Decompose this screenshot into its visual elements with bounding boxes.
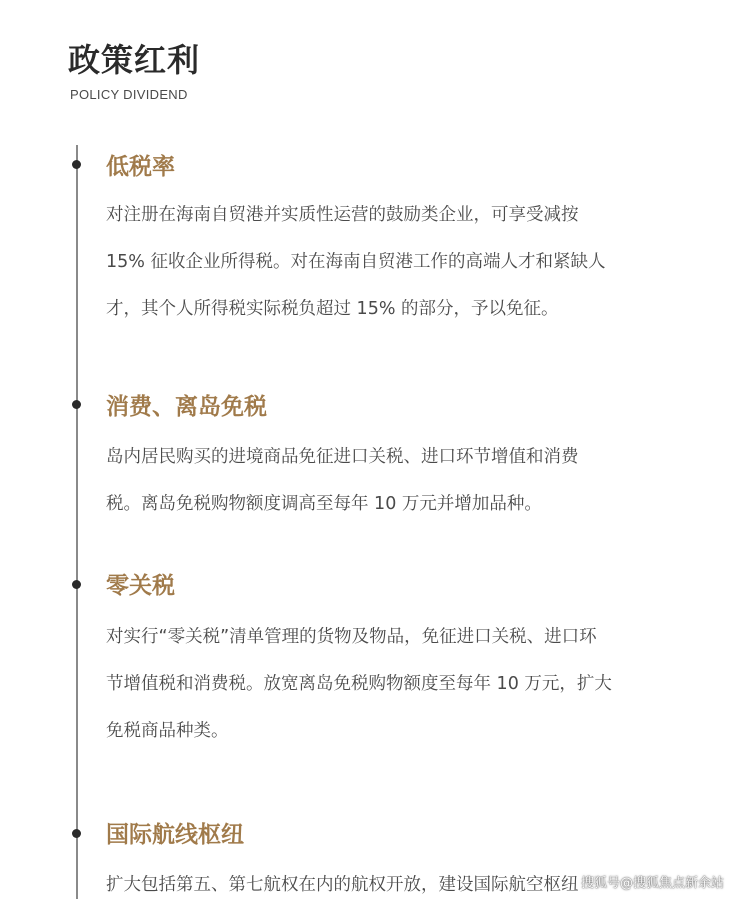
timeline-dot	[72, 829, 81, 838]
body-line: 15% 征收企业所得税。对在海南自贸港工作的高端人才和紧缺人	[106, 252, 606, 272]
page-subtitle: POLICY DIVIDEND	[70, 87, 188, 102]
body-line: 才，其个人所得税实际税负超过 15% 的部分，予以免征。	[106, 299, 559, 319]
body-line: 节增值税和消费税。放宽离岛免税购物额度至每年 10 万元，扩大	[106, 674, 612, 694]
timeline-line	[76, 145, 78, 899]
body-line: 对实行“零关税”清单管理的货物及物品，免征进口关税、进口环	[106, 627, 597, 647]
body-line: 岛内居民购买的进境商品免征进口关税、进口环节增值和消费	[106, 447, 579, 467]
body-line: 税。离岛免税购物额度调高至每年 10 万元并增加品种。	[106, 494, 542, 514]
section-body-zero-tariff	[106, 614, 686, 755]
section-title-zero-tariff: 零关税	[106, 573, 175, 599]
section-body-duty-free	[106, 434, 686, 528]
watermark: 搜狐号@搜狐焦点新余站	[580, 876, 724, 891]
timeline-dot	[72, 160, 81, 169]
timeline-dot	[72, 580, 81, 589]
section-title-aviation-hub: 国际航线枢纽	[106, 822, 244, 848]
body-line: 扩大包括第五、第七航权在内的航权开放，建设国际航空枢纽	[106, 875, 579, 895]
page-title: 政策红利	[68, 41, 201, 79]
body-line: 对注册在海南自贸港并实质性运营的鼓励类企业，可享受减按	[106, 205, 579, 225]
section-body-low-tax	[106, 192, 686, 333]
timeline-dot	[72, 400, 81, 409]
section-title-duty-free: 消费、离岛免税	[106, 394, 267, 420]
section-title-low-tax: 低税率	[106, 154, 175, 180]
body-line: 免税商品种类。	[106, 721, 229, 741]
